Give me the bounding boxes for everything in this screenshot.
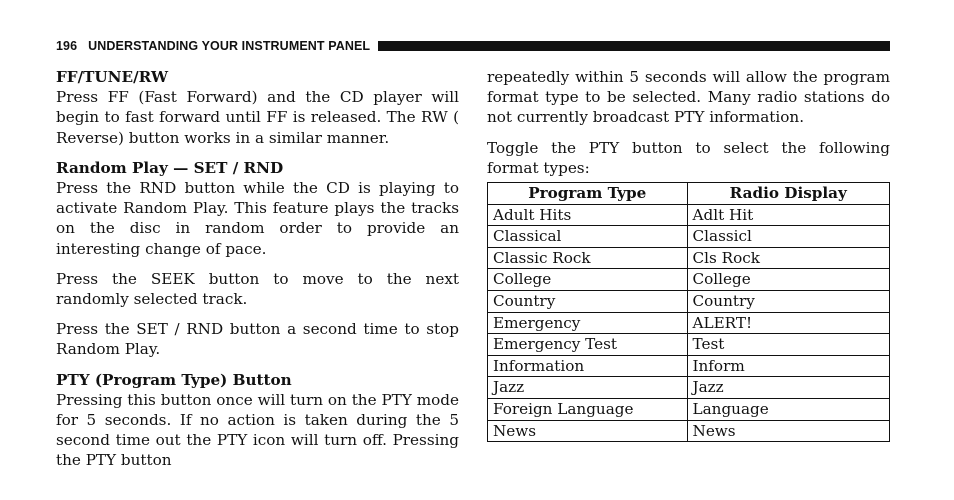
- radio-display-cell: Language: [687, 398, 889, 420]
- table-header-radio-display: Radio Display: [687, 183, 889, 205]
- radio-display-cell: ALERT!: [687, 312, 889, 334]
- program-type-cell: Foreign Language: [488, 398, 688, 420]
- program-type-cell: Emergency Test: [488, 334, 688, 356]
- right-column: [487, 67, 890, 442]
- table-header-row: [488, 183, 890, 205]
- table-body: [488, 204, 890, 442]
- left-column: [56, 67, 459, 481]
- random-play-paragraph-2: Press the SEEK button to move to the next randomly selected track.: [56, 269, 459, 309]
- radio-display-cell: Adlt Hit: [687, 204, 889, 226]
- random-play-heading: Random Play — SET / RND: [56, 158, 284, 177]
- pty-button-heading: PTY (Program Type) Button: [56, 370, 292, 389]
- program-type-cell: Classic Rock: [488, 247, 688, 269]
- program-type-cell: College: [488, 269, 688, 291]
- ff-tune-rw-paragraph: Press FF (Fast Forward) and the CD player will begin to fast forward until FF is released. The RW ( Reverse) button works in a similar manner.: [56, 88, 459, 147]
- program-type-cell: Country: [488, 290, 688, 312]
- pty-continued-paragraph: repeatedly within 5 seconds will allow the program format type to be selected. Many radio stations do not currently broadcast PTY information.: [487, 68, 890, 127]
- table-row: [488, 226, 890, 248]
- table-row: [488, 204, 890, 226]
- header-rule: [378, 41, 890, 51]
- table-header-program-type: Program Type: [488, 183, 688, 205]
- table-row: [488, 334, 890, 356]
- radio-display-cell: Test: [687, 334, 889, 356]
- radio-display-cell: Cls Rock: [687, 247, 889, 269]
- radio-display-cell: Country: [687, 290, 889, 312]
- section-title: UNDERSTANDING YOUR INSTRUMENT PANEL: [88, 39, 371, 53]
- program-type-cell: Emergency: [488, 312, 688, 334]
- radio-display-cell: News: [687, 420, 889, 442]
- radio-display-cell: Inform: [687, 355, 889, 377]
- program-type-cell: Adult Hits: [488, 204, 688, 226]
- program-type-cell: Classical: [488, 226, 688, 248]
- table-row: [488, 247, 890, 269]
- table-row: [488, 312, 890, 334]
- page-number: 196: [56, 39, 78, 53]
- pty-button-paragraph: Pressing this button once will turn on the PTY mode for 5 seconds. If no action is taken during the 5 second time out the PTY icon will turn off. Pressing the PTY button: [56, 390, 459, 470]
- program-type-cell: Information: [488, 355, 688, 377]
- program-type-cell: Jazz: [488, 377, 688, 399]
- radio-display-cell: College: [687, 269, 889, 291]
- random-play-paragraph-1: Press the RND button while the CD is playing to activate Random Play. This feature plays the tracks on the disc in random order to provide an interesting change of pace.: [56, 179, 459, 258]
- radio-display-cell: Classicl: [687, 226, 889, 248]
- program-type-table: [487, 182, 890, 442]
- radio-display-cell: Jazz: [687, 377, 889, 399]
- table-row: [488, 269, 890, 291]
- table-row: [488, 377, 890, 399]
- ff-tune-rw-heading: FF/TUNE/RW: [56, 68, 169, 86]
- table-row: [488, 420, 890, 442]
- table-row: [488, 290, 890, 312]
- table-row: [488, 398, 890, 420]
- pty-toggle-paragraph: Toggle the PTY button to select the following format types:: [487, 138, 890, 177]
- page-header: [56, 38, 890, 54]
- program-type-cell: News: [488, 420, 688, 442]
- table-row: [488, 355, 890, 377]
- random-play-paragraph-3: Press the SET / RND button a second time to stop Random Play.: [56, 320, 459, 359]
